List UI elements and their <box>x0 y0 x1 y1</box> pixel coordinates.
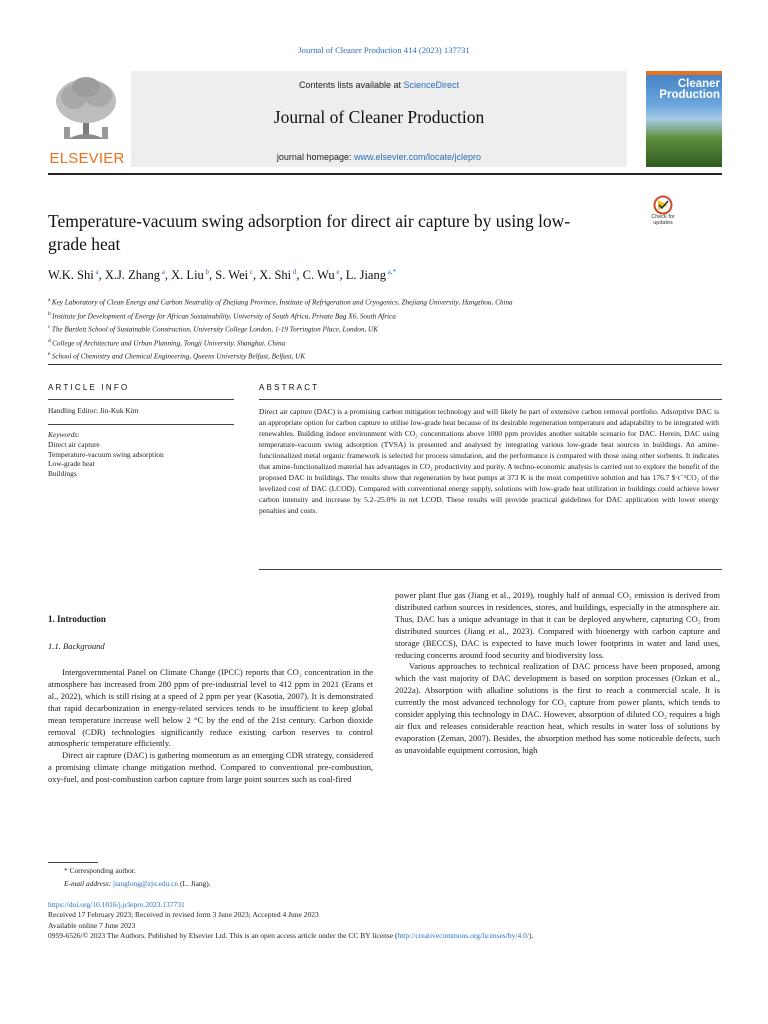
affiliation-mark[interactable]: a <box>160 268 165 276</box>
body-paragraph: Intergovernmental Panel on Climate Change (IPCC) reports that CO₂ concentration in the atmosphere has increased from 280 ppm of pre-industrial level to 412 ppm in 2021 (Erans et al., 2022), which is still rising at a speed of 2 ppm per year (Kasotia, 2007). It is demonstrated that rapid decarbonization in energy-related services tends to be insufficient to keep global mean temperature increase well below 2 °C by the end of the 21st century. Carbon dioxide removal (CDR) technologies significantly reduce existing carbon reserves to control atmospheric temperature efficiently. <box>48 667 373 749</box>
body-column-left <box>48 667 373 786</box>
affiliation-item <box>48 349 708 363</box>
contents-prefix: Contents lists available at <box>298 80 401 90</box>
author-separator: , <box>339 268 346 283</box>
section-heading-introduction: 1. Introduction <box>48 614 106 624</box>
affiliation-mark[interactable]: b <box>203 268 210 276</box>
email-note <box>64 879 211 888</box>
body-paragraph: power plant flue gas (Jiang et al., 2019), roughly half of annual CO₂ emission is derived from distributed carbon sources in residences, stores, and buildings, especially in the atmosphere air. Thus, DAC has a unique advantage in that it can be deployed anywhere, capturing CO₂ from distributed sources (Jiang et al., 2023). Compared with bioenergy with carbon capture and storage (BECCS), DAC is expected to have much lower footprints in water and land uses, reducing concerns around food security and biodiversity loss. <box>395 590 720 660</box>
author-separator: , <box>296 268 303 283</box>
affiliation-text: The Bartlett School of Sustainable Construction, University College London, 1-19 Torrington Place, London, UK <box>51 325 378 334</box>
divider-rule <box>48 364 722 365</box>
keywords-label: Keywords: <box>48 430 80 439</box>
affiliation-item <box>48 295 708 309</box>
author-list <box>48 268 668 283</box>
article-info-heading: ARTICLE INFO <box>48 383 130 392</box>
affiliation-mark: c <box>48 324 52 331</box>
author-separator: , <box>209 268 216 283</box>
body-paragraph: Direct air capture (DAC) is gathering momentum as an emerging CDR strategy, considered a promising climate change mitigation method. Compared to conventional pre-combustion, oxy-fuel, and post-combustion carbon capture from large point sources such as coal-fired <box>48 750 373 785</box>
affiliation-mark[interactable]: d <box>291 268 297 276</box>
journal-citation-line[interactable]: Journal of Cleaner Production 414 (2023) 137731 <box>298 45 470 55</box>
received-dates: Received 17 February 2023; Received in revised form 3 June 2023; Accepted 4 June 2023 <box>48 910 319 920</box>
author-separator: , <box>252 268 260 283</box>
journal-homepage-link[interactable]: www.elsevier.com/locate/jclepro <box>354 152 482 162</box>
affiliation-mark: a <box>48 297 52 303</box>
elsevier-tree-logo-icon <box>48 71 126 167</box>
author-name[interactable]: X.J. Zhang <box>104 268 161 283</box>
homepage-prefix: journal homepage: <box>276 152 352 162</box>
footnote-rule <box>48 862 98 863</box>
publication-details <box>48 900 738 942</box>
affiliation-mark[interactable]: a,* <box>385 268 397 276</box>
license-line <box>48 931 738 941</box>
email-suffix: (L. Jiang). <box>179 879 211 888</box>
body-paragraph: Various approaches to technical realization of DAC process have been proposed, among which the vast majority of DAC development is based on sorption processes (Ozkan et al., 2022a). Absorption with alkaline solutions is the first to reach a commercial scale. It is currently the most advanced technology for CO₂ capture from power plants, which tends to consider applying this technology in DAC. However, absorption of diluted CO₂ requires a high air flux and releases considerable reaction heat, which results in water loss of solutions by evaporation (Zeman, 2007). Besides, the absorption method has some noticeable defects, such as unavoidable equipment corrosion, high <box>395 661 720 755</box>
author-name[interactable]: X. Shi <box>259 268 292 283</box>
subsection-heading-background: 1.1. Background <box>48 641 105 651</box>
keyword-item: Buildings <box>48 469 77 479</box>
author-name[interactable]: S. Wei <box>215 268 249 283</box>
keyword-item: Low-grade heat <box>48 459 95 469</box>
editor-divider <box>48 424 234 425</box>
check-for-updates-badge[interactable] <box>646 195 680 233</box>
author-separator: , <box>98 268 105 283</box>
corresponding-label: Corresponding author. <box>69 866 136 875</box>
journal-banner <box>131 71 627 167</box>
abstract-text: Direct air capture (DAC) is a promising carbon mitigation technology and will likely be part of extensive carbon removal portfolio. Adsorptive DAC is an appropriate option for carbon capture to utilise low-grade heat because of its desirable regeneration temperature and adaptability to be integrated with renewables. Building indoor environment with CO₂ concentrations above 1000 ppm provides another suitable scenario for DAC. Herein, DAC using temperature-vacuum swing adsorption (TVSA) is presented and analysed by integrating various low-grade heat sources in buildings. An amine-functionalized metal organic framework is selected for process simulation, and the performance is compared with those using other sorbents. It indicates that amine-functionalized material has advantages in CO₂ productivity and purity. A techno-economic analysis is carried out to explore the benefit of the proposed DAC in buildings. The results show that regeneration by heat pumps at 373 K is the most competitive solution and has 176.7 $·t⁻¹CO₂ of the levelized cost of DAC (LCOD). Compared with conventional energy supply, solutions with low-grade heat utilization in buildings could achieve lower carbon intensity and increase by 5.2–25.0% in net LCOD. These results will provide practical guidelines for DAC application with lower energy penalties and costs. <box>259 407 719 515</box>
affiliation-item <box>48 336 708 350</box>
license-prefix: 0959-6526/© 2023 The Authors. Published by Elsevier Ltd. This is an open access article under the CC BY license ( <box>48 931 398 941</box>
email-label: E-mail address: <box>64 879 112 888</box>
email-link[interactable]: jianglong@zju.edu.cn <box>113 879 179 888</box>
license-suffix: ). <box>528 931 534 941</box>
cover-top-strip <box>646 71 722 75</box>
cover-title: Cleaner Production <box>659 78 720 101</box>
affiliation-mark: b <box>48 310 53 317</box>
affiliation-text: College of Architecture and Urban Planning, Tongji University, Shanghai, China <box>52 339 286 348</box>
corresponding-mark: * <box>64 866 68 875</box>
masthead <box>48 71 722 175</box>
author-name[interactable]: X. Liu <box>171 268 204 283</box>
affiliation-mark[interactable]: e <box>334 268 340 276</box>
author-name[interactable]: W.K. Shi <box>48 268 94 283</box>
check-for-updates-label: Check for updates <box>651 214 675 226</box>
publisher-logo-text: ELSEVIER <box>49 150 125 167</box>
affiliation-mark[interactable]: c <box>248 268 253 276</box>
author-separator: , <box>164 268 172 283</box>
affiliation-item <box>48 309 708 323</box>
corresponding-author-note <box>64 866 136 875</box>
article-info-rule <box>48 399 234 400</box>
affiliation-text: School of Chemistry and Chemical Engineering, Queens University Belfast, Belfast, UK <box>51 352 306 361</box>
affiliation-mark: d <box>48 337 53 344</box>
author-name[interactable]: L. Jiang <box>345 268 386 283</box>
sciencedirect-link[interactable]: ScienceDirect <box>403 80 460 90</box>
keyword-item: Temperature-vacuum swing adsorption <box>48 449 164 459</box>
journal-name: Journal of Cleaner Production <box>273 107 485 127</box>
keywords-block <box>48 430 164 479</box>
license-link[interactable]: http://creativecommons.org/licenses/by/4.0/ <box>397 931 529 941</box>
journal-cover-thumbnail[interactable] <box>646 71 722 167</box>
article-title: Temperature-vacuum swing adsorption for direct air capture by using low-grade heat <box>48 211 571 254</box>
body-column-right <box>395 590 720 757</box>
author-name[interactable]: C. Wu <box>302 268 335 283</box>
journal-homepage-line <box>131 152 627 162</box>
keyword-item: Direct air capture <box>48 439 100 449</box>
contents-available-line <box>131 80 627 90</box>
handling-editor: Handling Editor: Jin-Kuk Kim <box>48 406 139 415</box>
abstract-heading: ABSTRACT <box>259 383 320 392</box>
abstract-rule <box>259 399 722 400</box>
affiliation-text: Institute for Development of Energy for African Sustainability, University of South Africa, Private Bag X6, South Africa <box>52 311 396 320</box>
affiliation-item <box>48 322 708 336</box>
affiliation-list <box>48 295 708 363</box>
abstract-bottom-rule <box>259 569 722 570</box>
affiliation-mark[interactable]: a <box>93 268 99 276</box>
affiliation-mark: e <box>48 351 52 358</box>
online-date: Available online 7 June 2023 <box>48 920 136 930</box>
doi-link[interactable]: https://doi.org/10.1016/j.jclepro.2023.137731 <box>48 900 185 909</box>
affiliation-text: Key Laboratory of Clean Energy and Carbon Neutrality of Zhejiang Province, Institute of Refrigeration and Cryogenics, Zhejiang University, Hangzhou, China <box>51 298 513 307</box>
